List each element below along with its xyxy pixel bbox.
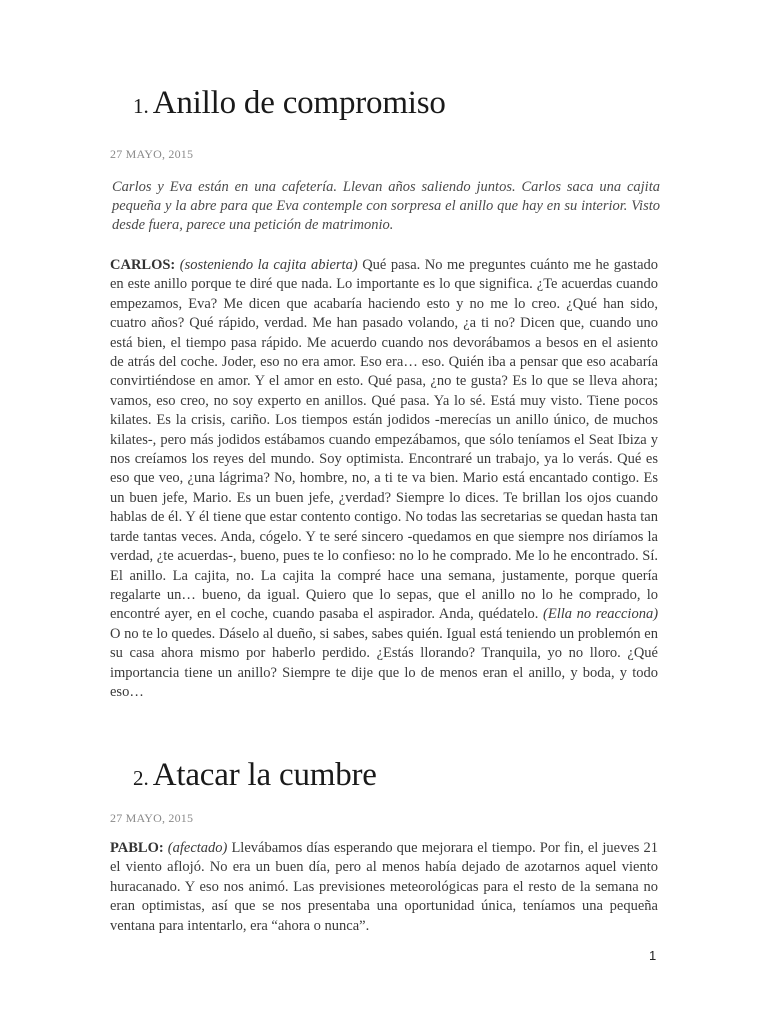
section-title: Atacar la cumbre bbox=[152, 757, 377, 793]
stage-aside: (afectado) bbox=[167, 840, 228, 856]
section-number: 1. bbox=[133, 94, 149, 118]
dialogue-text: O no te lo quedes. Dáselo al dueño, si sabes, sabes quién. Igual está teniendo un problemón en su casa ahora mismo por haberlo perdido. ¿Estás llorando? Tranquila, yo no lloro. ¿Qué importancia tiene un anillo? Siempre te dije que lo de menos eran el anillo, y boda, y todo eso… bbox=[110, 625, 658, 700]
section-number: 2. bbox=[133, 766, 149, 790]
section-date: 27 MAYO, 2015 bbox=[110, 147, 194, 161]
speaker-name: CARLOS: bbox=[110, 257, 176, 273]
dialogue-paragraph bbox=[110, 256, 658, 702]
section-heading-1 bbox=[133, 84, 446, 122]
section-heading-2 bbox=[133, 756, 377, 794]
section-date: 27 MAYO, 2015 bbox=[110, 811, 194, 825]
stage-aside: (sosteniendo la cajita abierta) bbox=[179, 257, 358, 273]
dialogue-paragraph bbox=[110, 839, 658, 936]
dialogue-text: Llevábamos días esperando que mejorara el tiempo. Por fin, el jueves 21 el viento aflojó. No era un buen día, pero al menos había dejado de azotarnos aquel viento huracanado. Y eso nos animó. Las previsiones meteorológicas para el resto de la semana no eran optimistas, así que se nos presentaba una oportunidad única, teníamos una pequeña ventana para intentarlo, era “ahora o nunca”. bbox=[110, 840, 659, 934]
section-title: Anillo de compromiso bbox=[152, 85, 446, 121]
stage-aside: (Ella no reacciona) bbox=[543, 606, 659, 623]
dialogue-text: Qué pasa. No me preguntes cuánto me he gastado en este anillo porque te diré que nada. Lo importante es lo que significa. ¿Te acuerdas cuando empezamos, Eva? Me dicen que acabaría haciendo esto y no me lo creo. ¿Qué han sido, cuatro años? Qué rápido, verdad. Me han pasado volando, ¿a ti no? Dicen que, cuando uno está bien, el tiempo pasa rápido. Me acuerdo cuando nos devorábamos a besos en el asiento de atrás del coche. Joder, eso no era amor. Eso era… eso. Quién iba a pensar que eso acabaría convirtiéndose en amor. Y el amor en esto. Qué pasa, ¿no te gusta? Es lo que se lleva ahora; vamos, eso creo, no soy experto en anillos. Qué pasa. Ya lo sé. Está muy visto. Tiene pocos kilates. Es la crisis, cariño. Los tiempos están jodidos -merecías un anillo único, de muchos kilates-, pero más jodidos estábamos cuando empezábamos, que sólo teníamos el Seat Ibiza y nos creíamos los reyes del mundo. Soy optimista. Encontraré un trabajo, ya lo verás. Qué es eso que veo, ¿una lágrima? No, hombre, no, a ti te va bien. Mario está encantado contigo. Es un buen jefe, Mario. Es un buen jefe, ¿verdad? Siempre lo dices. Te brillan los ojos cuando hablas de él. Y él tiene que estar contento contigo. No todas las secretarias se quedan hasta tan tarde tantas veces. Anda, cógelo. Y te seré sincero -quedamos en que siempre nos diríamos la verdad, ¿te acuerdas-, bueno, pues te lo confieso: no lo he comprado. Me lo he encontrado. Sí. El anillo. La cajita, no. La cajita la compré hace una semana, justamente, porque quería regalarte un… bueno, da igual. Quiero que lo sepas, que el anillo no lo he comprado, lo encontré ayer, en el coche, cuando pasaba el aspirador. Anda, quédatelo. bbox=[110, 257, 659, 623]
page-number: 1 bbox=[649, 948, 657, 963]
speaker-name: PABLO: bbox=[110, 840, 164, 856]
stage-direction: Carlos y Eva están en una cafetería. Llevan años saliendo juntos. Carlos saca una cajita pequeña y la abre para que Eva contemple con sorpresa el anillo que hay en su interior. Visto desde fuera, parece una petición de matrimonio. bbox=[112, 179, 660, 233]
